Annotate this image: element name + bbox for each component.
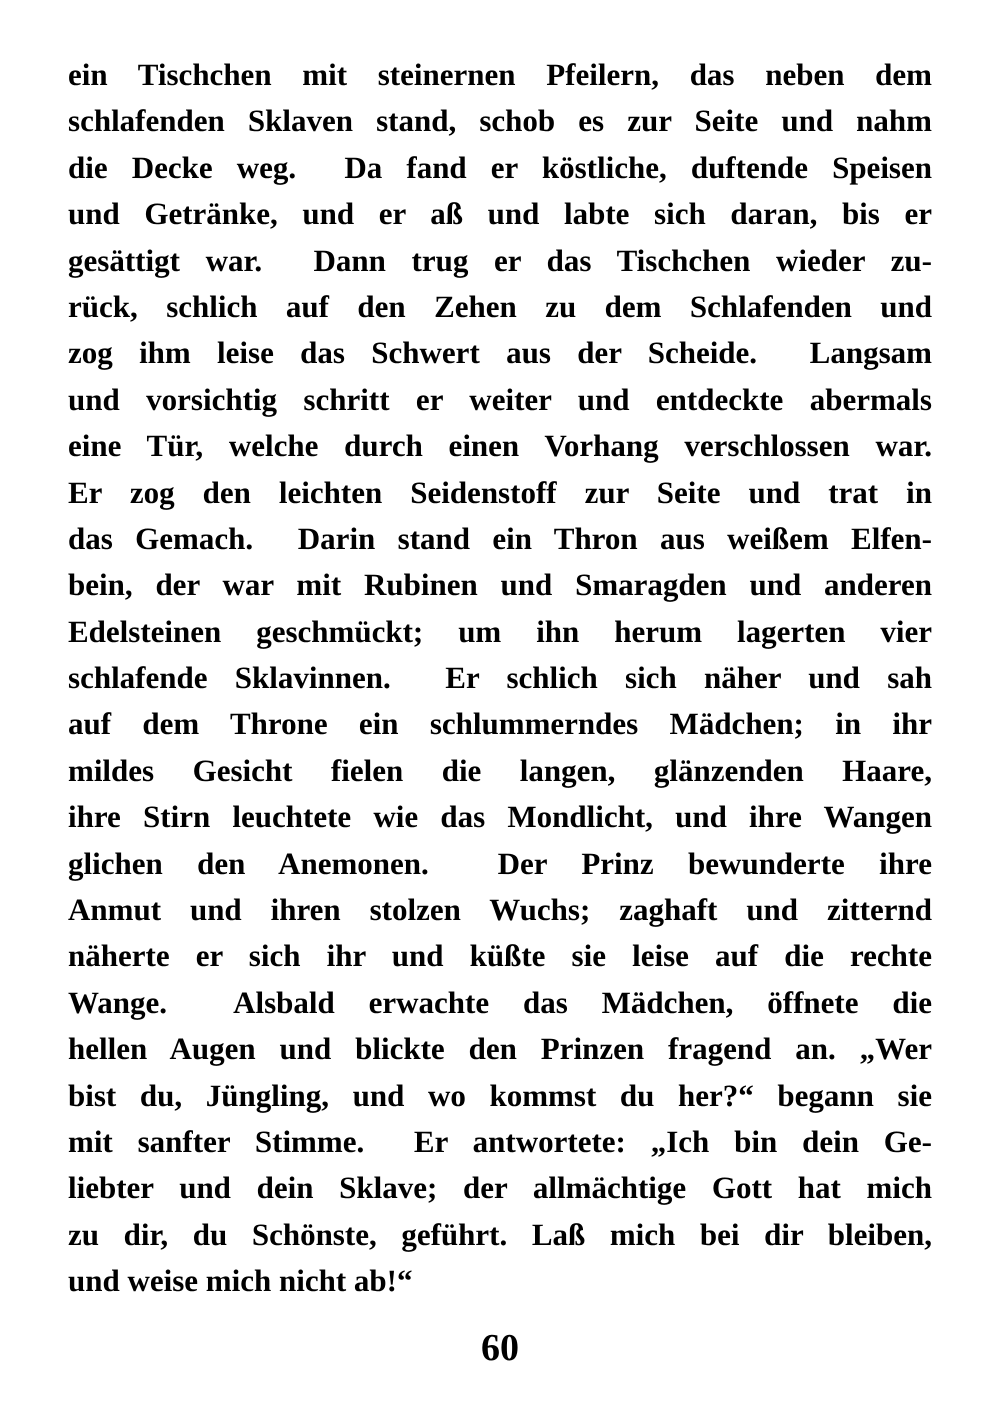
- text-line: zog ihm leise das Schwert aus der Scheide. Langsam: [68, 335, 932, 371]
- text-line: hellen Augen und blickte den Prinzen fragend an. „Wer: [68, 1031, 932, 1067]
- text-line: mildes Gesicht fielen die langen, glänzenden Haare,: [68, 752, 932, 788]
- paragraph-block: [68, 52, 932, 1305]
- text-line: schlafende Sklavinnen. Er schlich sich näher und sah: [68, 660, 932, 696]
- text-line: Er zog den leichten Seidenstoff zur Seite und trat in: [68, 474, 932, 510]
- text-line: eine Tür, welche durch einen Vorhang verschlossen war.: [68, 428, 932, 464]
- text-line: bein, der war mit Rubinen und Smaragden und anderen: [68, 567, 932, 603]
- text-line: Anmut und ihren stolzen Wuchs; zaghaft und zitternd: [68, 892, 932, 928]
- text-line: zu dir, du Schönste, geführt. Laß mich bei dir bleiben,: [68, 1216, 932, 1252]
- text-line: näherte er sich ihr und küßte sie leise auf die rechte: [68, 938, 932, 974]
- text-line: das Gemach. Darin stand ein Thron aus weißem Elfen-: [68, 520, 932, 556]
- text-line: mit sanfter Stimme. Er antwortete: „Ich bin dein Ge-: [68, 1123, 932, 1159]
- text-line: und weise mich nicht ab!“: [68, 1263, 413, 1299]
- text-line: glichen den Anemonen. Der Prinz bewunderte ihre: [68, 845, 932, 881]
- text-line: liebter und dein Sklave; der allmächtige Gott hat mich: [68, 1170, 932, 1206]
- text-line: Wange. Alsbald erwachte das Mädchen, öffnete die: [68, 984, 932, 1020]
- text-line: und vorsichtig schritt er weiter und entdeckte abermals: [68, 381, 932, 417]
- page-number: 60: [481, 1327, 519, 1369]
- text-line: schlafenden Sklaven stand, schob es zur Seite und nahm: [68, 103, 932, 139]
- text-line: und Getränke, und er aß und labte sich daran, bis er: [68, 196, 932, 232]
- text-line: auf dem Throne ein schlummerndes Mädchen; in ihr: [68, 706, 932, 742]
- text-line: rück, schlich auf den Zehen zu dem Schlafenden und: [68, 288, 932, 324]
- text-line: die Decke weg. Da fand er köstliche, duftende Speisen: [68, 149, 932, 185]
- text-line: ein Tischchen mit steinernen Pfeilern, das neben dem: [68, 57, 932, 92]
- text-line: ihre Stirn leuchtete wie das Mondlicht, und ihre Wangen: [68, 799, 932, 835]
- text-line: bist du, Jüngling, und wo kommst du her?“ begann sie: [68, 1077, 932, 1113]
- text-line: Edelsteinen geschmückt; um ihn herum lagerten vier: [68, 613, 932, 649]
- text-line: gesättigt war. Dann trug er das Tischchen wieder zu-: [68, 242, 932, 278]
